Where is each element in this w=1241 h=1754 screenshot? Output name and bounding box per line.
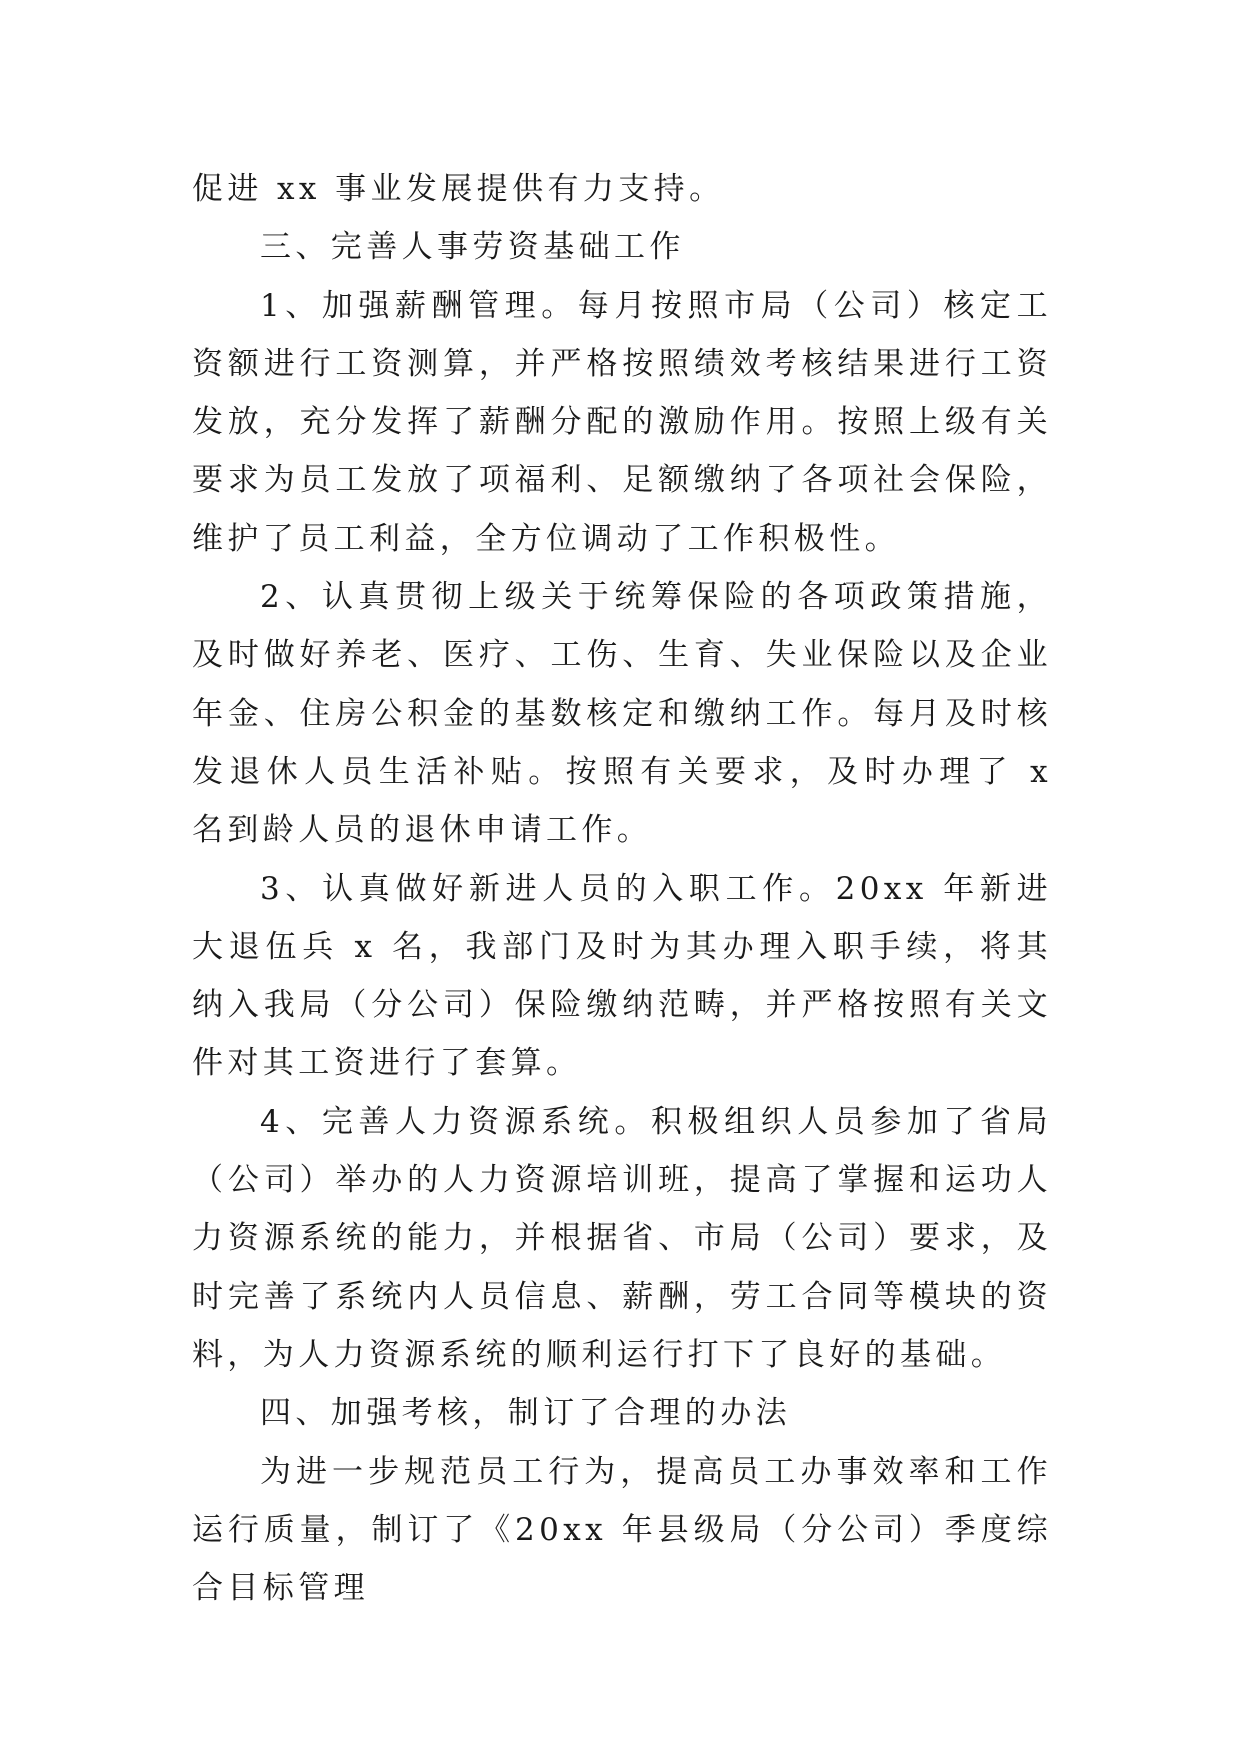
paragraph-item-3: 3、认真做好新进人员的入职工作。20xx 年新进大退伍兵 x 名，我部门及时为其办理入职手续，将其纳入我局（分公司）保险缴纳范畴，并严格按照有关文件对其工资进行了套算。 — [192, 870, 1052, 1082]
paragraph-section-four: 为进一步规范员工行为，提高员工办事效率和工作运行质量，制订了《20xx 年县级局（分公司）季度综合目标管理 — [192, 1453, 1052, 1607]
paragraph-continuation: 促进 xx 事业发展提供有力支持。 — [192, 171, 725, 207]
document-body — [192, 160, 1052, 1617]
section-heading-three: 三、完善人事劳资基础工作 — [260, 229, 685, 266]
paragraph-item-4: 4、完善人力资源系统。积极组织人员参加了省局（公司）举办的人力资源培训班，提高了掌握和运功人力资源系统的能力，并根据省、市局（公司）要求，及时完善了系统内人员信息、薪酬，劳工合同等模块的资料，为人力资源系统的顺利运行打下了良好的基础。 — [192, 1103, 1052, 1373]
paragraph-item-2: 2、认真贯彻上级关于统筹保险的各项政策措施，及时做好养老、医疗、工伤、生育、失业保险以及企业年金、住房公积金的基数核定和缴纳工作。每月及时核发退休人员生活补贴。按照有关要求，及时办理了 x 名到龄人员的退休申请工作。 — [192, 579, 1052, 849]
section-heading-four: 四、加强考核，制订了合理的办法 — [260, 1395, 791, 1432]
paragraph-item-1: 1、加强薪酬管理。每月按照市局（公司）核定工资额进行工资测算，并严格按照绩效考核结果进行工资发放，充分发挥了薪酬分配的激励作用。按照上级有关要求为员工发放了项福利、足额缴纳了各项社会保险，维护了员工利益，全方位调动了工作积极性。 — [192, 287, 1052, 557]
